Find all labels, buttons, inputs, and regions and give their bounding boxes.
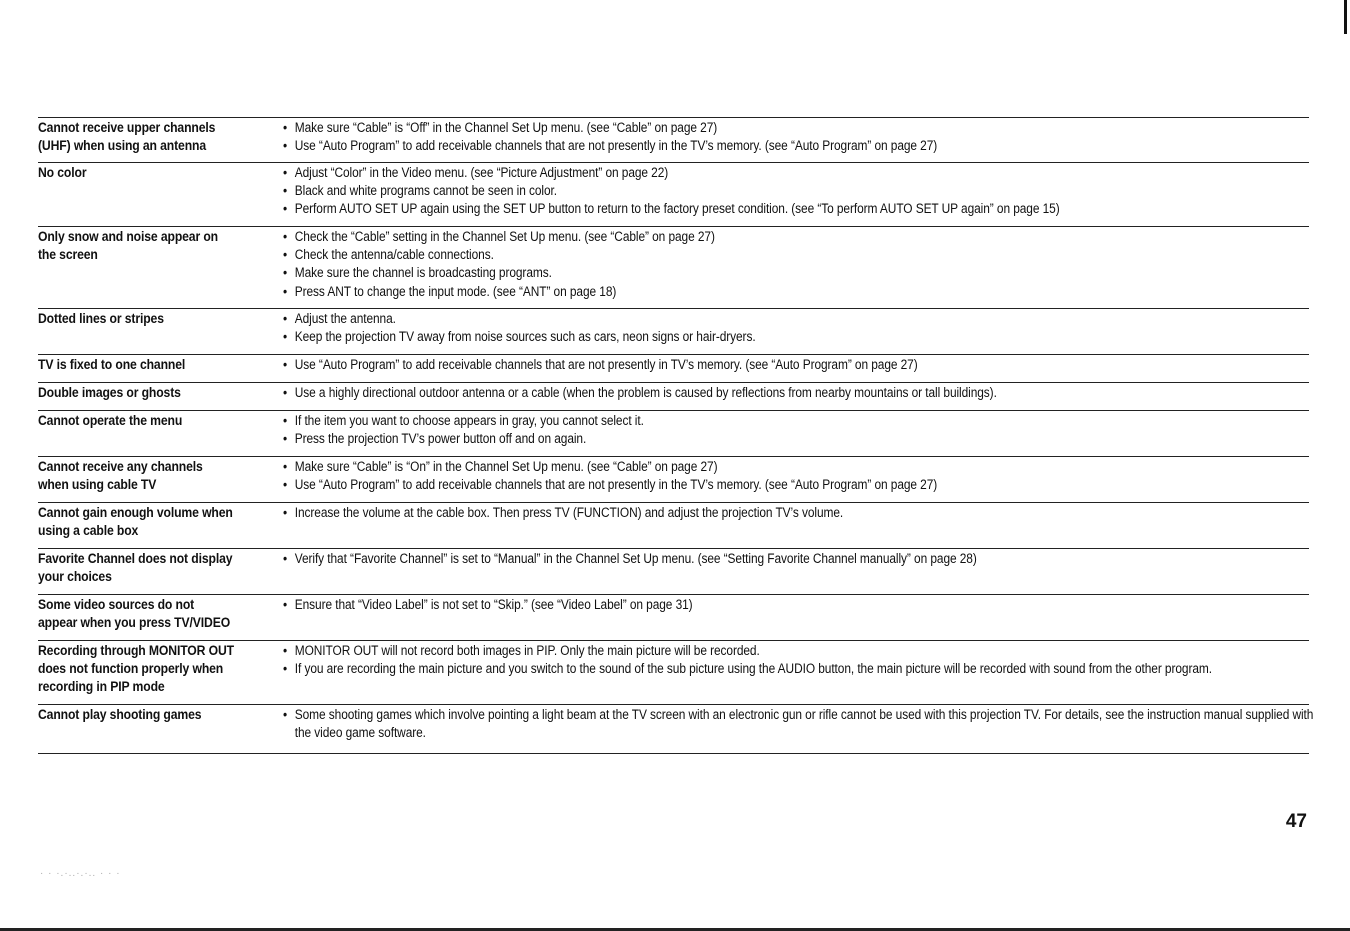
trouble-row: [38, 640, 1309, 704]
trouble-row: [38, 308, 1309, 354]
solution-list: [278, 355, 1309, 374]
page-number: 47: [1285, 811, 1307, 832]
trouble-row: [38, 410, 1309, 456]
bullet-icon: •: [283, 431, 288, 448]
solution-text: Make sure “Cable” is “Off” in the Channel Set Up menu. (see “Cable” on page 27): [294, 120, 718, 136]
solution-list: [278, 705, 1314, 742]
solution-text: Use “Auto Program” to add receivable channels that are not presently in the TV’s memory. (see “Auto Program” on page 27): [294, 477, 938, 494]
solution-text: Increase the volume at the cable box. Then press TV (FUNCTION) and adjust the projection TV’s volume.: [294, 505, 844, 521]
solution-item: [283, 412, 1325, 430]
solution-item: [283, 246, 1325, 264]
trouble-row: [38, 704, 1314, 754]
solution-item: [283, 164, 1325, 182]
bullet-icon: •: [283, 707, 288, 723]
bullet-icon: •: [283, 643, 288, 659]
solution-item: [283, 550, 1325, 568]
bullet-icon: •: [283, 551, 288, 567]
solution-item: [283, 328, 1325, 346]
solution-text: Make sure “Cable” is “On” in the Channel Set Up menu. (see “Cable” on page 27): [294, 459, 718, 475]
problem-label: Some video sources do not appear when you press TV/VIDEO: [38, 597, 231, 631]
solution-text: MONITOR OUT will not record both images in PIP. Only the main picture will be recorded.: [294, 643, 760, 659]
solution-item: [283, 458, 1325, 476]
solution-text: Verify that “Favorite Channel” is set to “Manual” in the Channel Set Up menu. (see “Setting Favorite Channel manually” on page 28): [294, 551, 977, 567]
solution-item: [283, 310, 1325, 328]
problem-label: Double images or ghosts: [38, 385, 181, 401]
trouble-row: [38, 354, 1309, 382]
problem-label: No color: [38, 165, 87, 181]
solution-list: [278, 549, 1309, 568]
scan-speckle: · · ·.·..·.·.. · · ·: [40, 868, 121, 879]
solution-item: [283, 182, 1325, 200]
solution-list: [278, 227, 1309, 301]
solution-item: [283, 430, 1325, 448]
solution-text: Press the projection TV’s power button off and on again.: [294, 431, 587, 448]
bullet-icon: •: [283, 201, 288, 218]
bullet-icon: •: [283, 183, 288, 200]
bullet-icon: •: [283, 265, 288, 282]
solution-item: [283, 137, 1325, 155]
solution-text: Check the antenna/cable connections.: [294, 247, 494, 264]
bullet-icon: •: [283, 477, 288, 494]
solution-item: [283, 283, 1325, 301]
bullet-icon: •: [283, 413, 288, 429]
bullet-icon: •: [283, 459, 288, 475]
solution-item: [283, 384, 1325, 402]
solution-list: [278, 457, 1309, 494]
solution-text: Adjust the antenna.: [294, 311, 396, 327]
problem-label: Cannot receive any channels when using cable TV: [38, 459, 203, 493]
bullet-icon: •: [283, 505, 288, 521]
problem-label: TV is fixed to one channel: [38, 357, 186, 373]
problem-label: Cannot operate the menu: [38, 413, 183, 429]
solution-item: [283, 706, 1325, 742]
trouble-row: [38, 117, 1309, 162]
bullet-icon: •: [283, 385, 288, 401]
solution-item: [283, 476, 1325, 494]
solution-text: Use a highly directional outdoor antenna or a cable (when the problem is caused by reflections from nearby mountains or tall buildings).: [294, 385, 997, 401]
bullet-icon: •: [283, 661, 288, 678]
solution-list: [278, 641, 1309, 678]
trouble-row: [38, 594, 1309, 640]
solution-text: Check the “Cable” setting in the Channel Set Up menu. (see “Cable” on page 27): [294, 229, 715, 245]
solution-text: Keep the projection TV away from noise sources such as cars, neon signs or hair-dryers.: [294, 329, 756, 346]
solution-text: If the item you want to choose appears in gray, you cannot select it.: [294, 413, 644, 429]
trouble-row: [38, 548, 1309, 594]
bullet-icon: •: [283, 120, 288, 136]
solution-text: Adjust “Color” in the Video menu. (see “Picture Adjustment” on page 22): [294, 165, 669, 181]
bullet-icon: •: [283, 329, 288, 346]
solution-text: Make sure the channel is broadcasting programs.: [294, 265, 552, 282]
solution-text: Ensure that “Video Label” is not set to “Skip.” (see “Video Label” on page 31): [294, 597, 693, 613]
problem-label: Favorite Channel does not display your choices: [38, 551, 233, 585]
solution-item: [283, 119, 1325, 137]
solution-item: [283, 642, 1325, 660]
solution-item: [283, 504, 1325, 522]
bullet-icon: •: [283, 357, 288, 373]
solution-item: [283, 264, 1325, 282]
solution-text: If you are recording the main picture and you switch to the sound of the sub picture using the AUDIO button, the main picture will be recorded with sound from the other program.: [294, 661, 1212, 678]
solution-list: [278, 118, 1309, 155]
solution-list: [278, 595, 1309, 614]
solution-list: [278, 163, 1309, 219]
solution-text: Use “Auto Program” to add receivable channels that are not presently in TV’s memory. (see “Auto Program” on page 27): [294, 357, 918, 373]
solution-list: [278, 309, 1309, 346]
solution-list: [278, 383, 1309, 402]
bullet-icon: •: [283, 597, 288, 613]
scan-edge-mark: [1344, 0, 1347, 34]
problem-label: Only snow and noise appear on the screen: [38, 229, 218, 263]
solution-item: [283, 200, 1325, 218]
trouble-row: [38, 456, 1309, 502]
trouble-row: [38, 502, 1309, 548]
solution-item: [283, 356, 1325, 374]
solution-item: [283, 660, 1325, 678]
solution-text: Press ANT to change the input mode. (see “ANT” on page 18): [294, 283, 617, 300]
solution-item: [283, 228, 1325, 246]
problem-label: Cannot play shooting games: [38, 707, 202, 723]
solution-text: Some shooting games which involve pointing a light beam at the TV screen with an electronic gun or rifle cannot be used with this projection TV. For details, see the instruction manual supplied with the video game software.: [294, 707, 1314, 742]
bullet-icon: •: [283, 311, 288, 327]
solution-list: [278, 503, 1309, 522]
trouble-row: [38, 162, 1309, 226]
trouble-row: [38, 382, 1309, 410]
trouble-row: [38, 226, 1309, 308]
solution-text: Use “Auto Program” to add receivable channels that are not presently in the TV’s memory. (see “Auto Program” on page 27): [294, 138, 938, 155]
bullet-icon: •: [283, 165, 288, 181]
solution-text: Perform AUTO SET UP again using the SET UP button to return to the factory preset condition. (see “To perform AUTO SET UP again” on page 15): [294, 201, 1060, 218]
problem-label: Dotted lines or stripes: [38, 311, 164, 327]
problem-label: Recording through MONITOR OUT does not function properly when recording in PIP mode: [38, 643, 234, 695]
bullet-icon: •: [283, 229, 288, 245]
bullet-icon: •: [283, 138, 288, 155]
problem-label: Cannot receive upper channels (UHF) when using an antenna: [38, 120, 216, 154]
solution-text: Black and white programs cannot be seen in color.: [294, 183, 557, 200]
solution-list: [278, 411, 1309, 448]
troubleshooting-table: [38, 117, 1314, 754]
solution-item: [283, 596, 1325, 614]
bullet-icon: •: [283, 283, 288, 300]
bullet-icon: •: [283, 247, 288, 264]
problem-label: Cannot gain enough volume when using a cable box: [38, 505, 233, 539]
